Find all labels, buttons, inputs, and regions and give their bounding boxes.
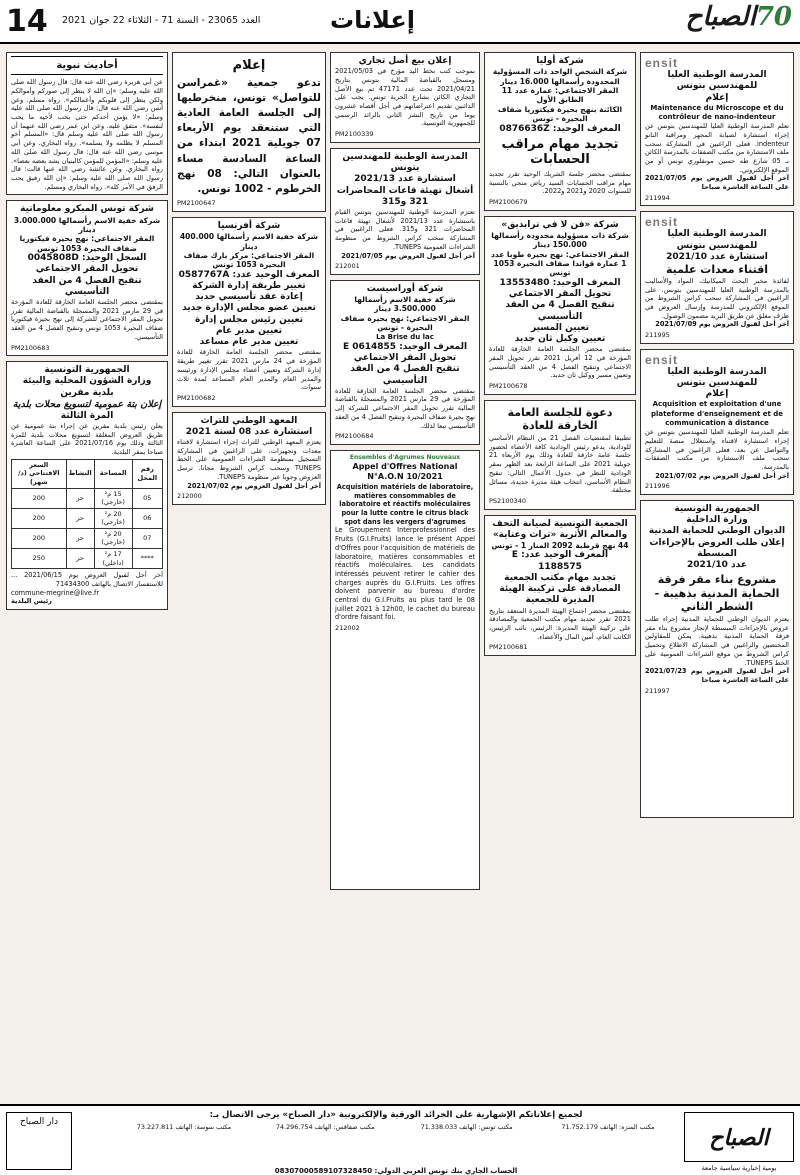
ad-civil-protection: الجمهورية التونسية وزارة الداخلية الديوان الوطني للحماية المدنية إعلان طلب العروض بالإجراءات المبسطة عدد 2021/10 مشروع بناء مقر فرقة الحماية المدنية بذهيبة - الشطر الثاني يعتزم الديوان الوطني للحماية المدنية إجراء طلب عروض بالإجراءات المبسطة لإنجاز مشروع بناء مقر فرقة الحماية المدنية بذهيبة. يمكن للمقاولين المختصين والراغبين في المشاركة الاطلاع وتحميل كراس الشروط من موقع الشراءات العمومية على الخط TUNEPS. آخر أجل لقبول العروض يوم 2021/07/23 على الساعة العاشرة صباحا 211997 xyxy=(640,500,794,818)
column-1 xyxy=(640,52,794,1102)
ad-national-heritage: المعهد الوطني للتراث استشارة عدد 08 لسنة 2021 يعتزم المعهد الوطني للتراث إجراء استشارة لاقتناء معدات وتجهيزات. على الراغبين في المشاركة التسجيل بمنظومة الشراءات العمومية على الخط TUNEPS وسحب كراس الشروط مجانا. ترسل العروض وجوبا عبر منظومة TUNEPS. آخر أجل لقبول العروض يوم 2021/07/02 212000 xyxy=(172,412,326,505)
ad-business-sale: إعلان بيع أصل تجاري بموجب كتب بخط اليد مؤرخ في 2021/05/03 ومسجل بالقباضة المالية بتونس بتاريخ 2021/04/21 تحت عدد 47171 تم بيع الأصل التجاري الكائن بشارع الحرية تونس. يجب على الدائنين تقديم اعتراضاتهم في أجل أقصاه عشرون يوما من تاريخ النشر الثاني بالرائد الرسمي للجمهورية التونسية. PM2100339 xyxy=(330,52,480,143)
office-tunis: مكتب تونس: الهاتف 71.338.033 xyxy=(420,1123,513,1131)
ad-gifruits-tender: Ensembles d'Agrumes Nouveaux Appel d'Offres National N°A.O.N 10/2021 Acquisition matériels de laboratoire, matières consommables de laboratoire et réactifs moléculaires pour la lutte contre le citrus black spot dans les vergers d'agrumes Le Groupement Interprofessionnel des Fruits (G.I.Fruits) lance le présent Appel d'Offres pour l'acquisition de matériels de laboratoire, matières consommables et réactifs moléculaires. Les candidats intéressés peuvent retirer le cahier des charges auprès du G.I.Fruits. Les offres doivent parvenir au bureau d'ordre central du G.I.Fruits au plus tard le 08 juillet 2021 à 12h00, le cachet du bureau d'ordre faisant foi. 212002 xyxy=(330,450,480,890)
footer-contact-line: لجميع إعلاناتكم الإشهارية على الجرائد الورقية والإلكترونية «دار الصباح» يرجى الاتصال بـ: xyxy=(209,1110,583,1120)
table-row: 07 20 م² (خارجي) حر 200 xyxy=(12,528,163,548)
office-sousse: مكتب سوسة: الهاتف 73.227.811 xyxy=(136,1123,232,1131)
table-row: 06 20 م² (خارجي) حر 200 xyxy=(12,508,163,528)
page-number: 14 xyxy=(6,4,48,39)
ad-elearning-platform: ensit المدرسة الوطنية العليا للمهندسين بتونس إعلام Acquisition et exploitation d'une plateforme d'enseignement et de communication à distance تعلم المدرسة الوطنية العليا للمهندسين بتونس عن إجراء استشارة لاقتناء واستغلال منصة للتعليم والتواصل عن بعد، فعلى الراغبين في المشاركة سحب ملف الاستشارة من مكتب الصفقات بالمدرسة. آخر أجل لقبول العروض يوم 2021/07/02 211996 xyxy=(640,349,794,495)
column-4 xyxy=(172,52,326,1102)
ad-olia: شركة أوليا شركة الشخص الواحد ذات المسؤولية المحدودة رأسمالها 16.000 دينار المقر الاجتماعي: عمارة عدد 11 الطابق الأول الكائنة بنهج بحيرة فيكتوريا ضفاف البحيرة - تونس المعرف الوحيد: 0876636Z تجديد مهام مراقب الحسابات بمقتضى محضر جلسة الشريك الوحيد تقرر تجديد مهام مراقب الحسابات السيد رياض منجي بالنسبة للسنوات 2020 و2021 و2022. PM2100679 xyxy=(484,52,636,211)
column-3 xyxy=(330,52,480,1102)
table-header: رقم المحل المساحة النشاط السعر الافتتاحي (د/شهر) xyxy=(12,459,163,488)
page-footer xyxy=(0,1104,800,1175)
footer-offices xyxy=(116,1123,676,1131)
table-row: 05 15 م² (خارجي) حر 200 xyxy=(12,488,163,508)
shops-table xyxy=(11,459,163,569)
ad-orassist: شركة أوراسيست شركة خفية الاسم رأسمالها 3.500.000 دينار المقر الاجتماعي: نهج بحيرة ضفاف البحيرة - تونس La Brise du lac المعرف الوحيد: E 0614855 تحويل المقر الاجتماعي تنقيح الفصل 4 من العقد التأسيسي بمقتضى محضر الجلسة العامة الخارقة للعادة المؤرخة في 29 مارس 2021 والمسجلة بالقباضة المالية تقرر تحويل المقر الاجتماعي للشركة إلى نهج بحيرة ضفاف البحيرة وتنقيح الفصل 4 من العقد التأسيسي تبعا لذلك. PM2100684 xyxy=(330,280,480,445)
dar-assabah-logo: دار الصباح xyxy=(6,1112,72,1170)
section-title: إعلانات xyxy=(330,6,415,34)
table-row: **** 17 م² (داخلي) حر 250 xyxy=(12,549,163,569)
hadith-title: أحاديث نبوية xyxy=(11,56,163,75)
ad-afrensia: شركة أفرنسيا شركة خفية الاسم رأسمالها 400.000 دينار المقر الاجتماعي: مركز بارك ضفاف البحيرة 1053 تونس المعرف الوحيد عدد: 0587767A تغيير طريقة إدارة الشركة إعادة عقد تأسيسي جديد تعيين عضو مجلس الإدارة جديد تعيين رئيس مجلس إدارة تعيين مدير عام تعيين مدير عام مساعد بمقتضى محضر الجلسة العامة الخارقة للعادة المؤرخة في 24 مارس 2021 تقرر تغيير طريقة إدارة الشركة وتعيين أعضاء مجلس الإدارة ورئيسه والمدير العام والمدير العام المساعد لمدة ثلاث سنوات. PM2100682 xyxy=(172,217,326,407)
ensit-logo-icon: ensit xyxy=(645,352,679,367)
ad-fan-la: شركة «فن لا في ترابديق» شركة ذات مسؤولية محدودة رأسمالها 150.000 دينار المقر الاجتماعي: نهج بحيرة طوبا عدد 1 عمارة قواندا ضفاف البحيرة 1053 تونس المعرف الوحيد: 13553480 تحويل المقر الاجتماعي تنقيح الفصل 4 من العقد التأسيسي تعيين المسير تعيين وكيل ثان جديد بمقتضى محضر الجلسة العامة الخارقة للعادة المؤرخة في 12 أفريل 2021 تقرر تحويل المقر الاجتماعي وتنقيح الفصل 4 من العقد التأسيسي وتعيين مسير ووكيل ثان جديد. PM2100678 xyxy=(484,216,636,395)
footer-logo: الصباح xyxy=(684,1112,794,1162)
gifruits-logo-icon: Ensembles d'Agrumes Nouveaux xyxy=(349,453,461,461)
ensit-logo-icon: ensit xyxy=(645,215,679,230)
page-header xyxy=(0,0,800,44)
footer-tagline: يومية إخبارية سياسية جامعة xyxy=(701,1164,777,1172)
ad-lecture-halls: المدرسة الوطنية للمهندسين بتونس استشارة عدد 2021/13 أشغال تهيئة قاعات المحاضرات 321 و315 تعتزم المدرسة الوطنية للمهندسين بتونس القيام باستشارة عدد 2021/13 لأشغال تهيئة قاعات المحاضرات 321 و315. فعلى الراغبين في المشاركة سحب كراس الشروط من منظومة الشراءات العمومية TUNEPS. آخر أجل لقبول العروض يوم 2021/07/05 212001 xyxy=(330,148,480,275)
ad-megrine-municipality: الجمهورية التونسية وزارة الشؤون المحلية والبيئة بلدية مقرين إعلان بتة عمومية لتسويغ محلات بلدية المرة الثالثة يعلن رئيس بلدية مقرين عن إجراء بتة عمومية عن طريق العروض المغلقة لتسويغ محلات بلدية للمرة الثالثة وذلك يوم 2021/07/16 على الساعة العاشرة صباحا بمقر البلدية. رقم المحل المساحة النشاط السعر الافتتاحي (د/شهر) 05 15 م² (خارجي) حر 200 06 20 م² (خارجي) حر 200 07 20 م² (خارجي) حر 200 **** 17 م² (داخلي) حر 250 آخر أجل لقبول العروض يوم 2021/06/15 ... للاستفسار الاتصال بالهاتف 71434300 commune-megrine@live.fr رئيس البلدية xyxy=(6,361,168,610)
ad-heritage-association: الجمعية التونسية لصيانة التحف والمعالم الأثرية «تراث وعناية» 44 نهج قرطبة 2092 المنار 1 - تونس المعرف الوحيد عدد: E 1188575 تجديد مهام مكتب الجمعية المصادقة على تركيبة الهيئة المديرة للجمعية بمقتضى محضر اجتماع الهيئة المديرة المنعقد بتاريخ 2021 تقرر تجديد مهام مكتب الجمعية والمصادقة على تركيبة الهيئة المديرة: الرئيس، نائب الرئيس، الكاتب العام، أمين المال والأعضاء. PM2100681 xyxy=(484,515,636,657)
municipality-email: commune-megrine@live.fr xyxy=(11,588,100,597)
issue-info: العدد 23065 - السنة 71 - الثلاثاء 22 جوان 2021 xyxy=(62,15,261,26)
ad-maintenance-microscope: ensit المدرسة الوطنية العليا للمهندسين بتونس إعلام Maintenance du Microscope et du contrôleur de nano-indenteur تعلم المدرسة الوطنية العليا للمهندسين بتونس عن إجراء استشارة لصيانة المجهر ومراقبة النانو indenteur. فعلى الراغبين في المشاركة سحب ملف الاستشارة من مكتب الصفقات بالمدرسة الكائن بـ 05 شارع طه حسين مونفلوري تونس أو من الموقع الإلكتروني. آخر أجل لقبول العروض يوم 2021/07/05 على الساعة العاشرة صباحا 211994 xyxy=(640,52,794,206)
column-2 xyxy=(484,52,636,1102)
bank-account: 08307000589107328450 :الحساب الجاري بنك تونس العربي الدولي xyxy=(274,1167,518,1175)
office-sfax: مكتب صفاقس: الهاتف 74.296.754 xyxy=(275,1123,375,1131)
ensit-logo-icon: ensit xyxy=(645,56,679,70)
newspaper-logo: 70الصباح xyxy=(685,2,792,32)
ad-extraordinary-meeting: دعوة للجلسة العامة الخارقة للعادة تطبيقا لمقتضيات الفصل 21 من النظام الأساسي للودادية، يدعو رئيس الودادية كافة الأعضاء لحضور جلسة عامة خارقة للعادة وذلك يوم الأربعاء 21 جويلية 2021 على الساعة الرابعة بعد الظهر بمقر الودادية للنظر في جدول الأعمال التالي: تنقيح النظام الأساسي، انتخاب هيئة مديرة جديدة، مسائل مختلفة. PS2100340 xyxy=(484,400,636,510)
ad-tunis-micro: شركة تونس الميكرو معلوماتية شركة خفية الاسم رأسمالها 3.000.000 دينار المقر الاجتماعي: نهج بحيرة فيكتوريا ضفاف البحيرة 1053 تونس السجل الوحيد: 0045808D تحويل المقر الاجتماعي تنقيح الفصل 4 من العقد التأسيسي بمقتضى محضر الجلسة العامة الخارقة للعادة المؤرخة في 29 مارس 2021 والمسجلة بالقباضة المالية تقرر تحويل المقر الاجتماعي للشركة إلى نهج بحيرة فيكتوريا ضفاف البحيرة 1053 تونس وتنقيح الفصل 4 من العقد التأسيسي. PM2100683 xyxy=(6,200,168,356)
ad-ghomrassen-association: إعلام تدعو جمعية «غمراسن للتواصل» تونس، منخرطيها إلى الجلسة العامة العادية التي ستنعقد يوم الأربعاء 07 جويلية 2021 ابتداء من الساعة السادسة مساء بالعنوان التالي: 08 نهج الخرطوم - 1002 تونس. PM2100647 xyxy=(172,52,326,212)
hadith-box: أحاديث نبوية عن أبي هريرة رضي الله عنه قال: قال رسول الله صلى الله عليه وسلم: «إن الله لا ينظر إلى صوركم وأموالكم ولكن ينظر إلى قلوبكم وأعمالكم». رواه مسلم. وعن أنس رضي الله عنه قال: قال رسول الله صلى الله عليه وسلم: «لا يؤمن أحدكم حتى يحب لأخيه ما يحب لنفسه». متفق عليه. وعن ابن عمر رضي الله عنهما أن رسول الله صلى الله عليه وسلم قال: «المسلم أخو المسلم لا يظلمه ولا يسلمه». رواه البخاري. وعن أبي موسى رضي الله عنه قال: قال رسول الله صلى الله عليه وسلم: «المؤمن للمؤمن كالبنيان يشد بعضه بعضا». رواه البخاري. وعن عائشة رضي الله عنها قالت: قال رسول الله صلى الله عليه وسلم: «إن الله رفيق يحب الرفق في الأمر كله». رواه البخاري ومسلم. xyxy=(6,52,168,195)
ad-scientific-equipment: ensit المدرسة الوطنية العليا للمهندسين بتونس استشارة عدد 2021/10 اقتناء معدات علمية لفائدة مخبر البحث الميكانيك، المواد والأساليب بالمدرسة الوطنية العليا للمهندسين بتونس. على الراغبين في المشاركة سحب كراس الشروط من الموقع الإلكتروني للمدرسة وإرسال العروض في ظرف مغلق عن طريق البريد مضمون الوصول. آخر أجل لقبول العروض يوم 2021/07/09 211995 xyxy=(640,211,794,343)
office-menzah: مكتب المنزه: الهاتف 71.752.179 xyxy=(561,1123,655,1131)
column-5 xyxy=(6,52,168,1102)
